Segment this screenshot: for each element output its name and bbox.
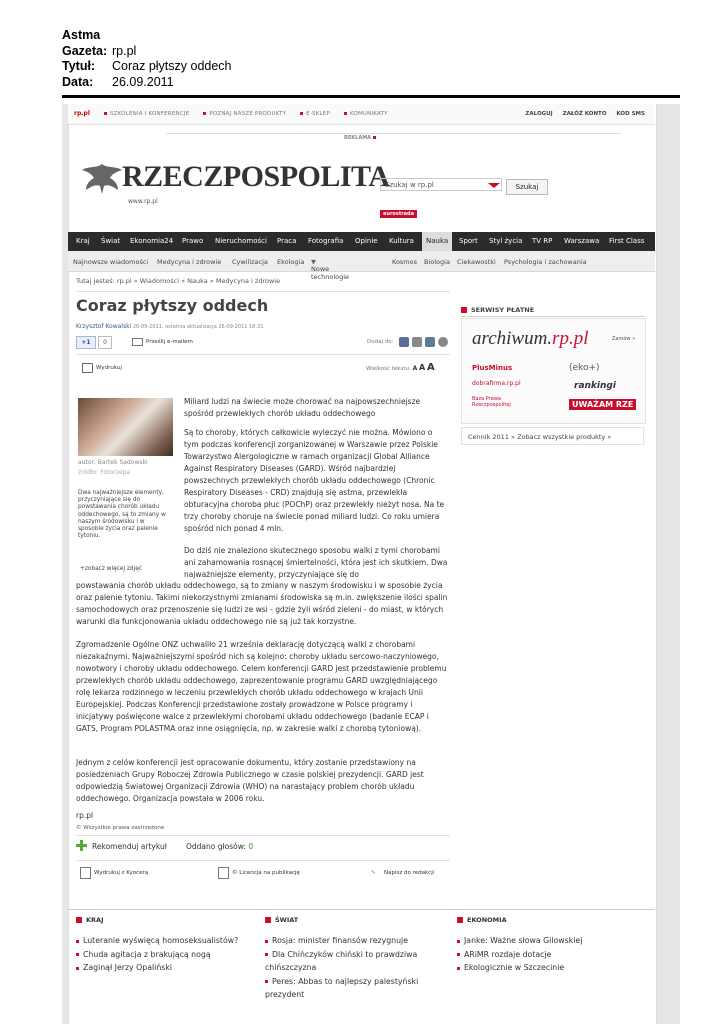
nav-tvrp[interactable]: TV RP xyxy=(532,237,553,245)
ad-rankingi[interactable]: rankingi xyxy=(574,381,616,391)
article-title: Coraz płytszy oddech xyxy=(76,296,269,315)
sidebar-divider xyxy=(461,316,644,317)
subnav-psychologia[interactable]: Psychologia i zachowania xyxy=(504,258,587,266)
link-label: SZKOLENIA I KONFERENCJE xyxy=(110,111,190,117)
section-title: ŚWIAT xyxy=(275,916,299,924)
right-gutter xyxy=(655,104,680,1024)
main-nav xyxy=(68,232,655,251)
byline xyxy=(76,323,263,330)
ad-uwazam-rze[interactable]: UWAŻAM RZE xyxy=(569,399,636,410)
list-item-text: Ekologicznie w Szczecinie xyxy=(464,963,565,972)
subnav-nowe-technologie[interactable] xyxy=(311,258,350,281)
link-produkty[interactable] xyxy=(203,111,292,117)
archiwum-logo[interactable] xyxy=(472,328,588,350)
subnav-cywilizacja[interactable]: Cywilizacja xyxy=(232,258,268,266)
printer-icon[interactable] xyxy=(82,363,93,373)
plusone-count: 0 xyxy=(98,336,112,349)
archiwum-domain: rp.pl xyxy=(552,328,589,349)
masthead-url: www.rp.pl xyxy=(128,198,158,205)
nav-opinie[interactable]: Opinie xyxy=(355,237,378,245)
google-plusone-button[interactable]: +1 xyxy=(76,336,96,349)
login-link[interactable]: ZALOGUJ xyxy=(525,111,553,117)
list-item[interactable] xyxy=(457,961,647,975)
section-ekonomia-heading[interactable] xyxy=(457,916,507,924)
nav-kraj[interactable]: Kraj xyxy=(76,237,90,245)
ad-baza-prawa[interactable]: Baza Prawa Rzeczpospolitej xyxy=(472,396,511,408)
subnav-ciekawostki[interactable]: Ciekawostki xyxy=(457,258,496,266)
nav-kultura[interactable]: Kultura xyxy=(389,237,414,245)
nav-ekonomia24[interactable]: Ekonomia24 xyxy=(130,237,174,245)
tools-divider xyxy=(76,860,450,861)
register-link[interactable]: ZAŁÓŻ KONTO xyxy=(562,111,607,117)
toolbar-divider xyxy=(76,354,450,355)
license-link[interactable]: © Licencja na publikację xyxy=(232,870,300,876)
nav-swiat[interactable]: Świat xyxy=(101,237,121,245)
bottom-divider xyxy=(68,909,655,910)
sms-code-link[interactable]: KOD SMS xyxy=(616,111,645,117)
nav-prawo[interactable]: Prawo xyxy=(182,237,204,245)
top-bar xyxy=(68,104,655,125)
list-item-text: Rosja: minister finansów rezygnuje xyxy=(272,936,409,945)
ad-plusminus[interactable]: PlusMinus xyxy=(472,364,513,372)
list-item[interactable] xyxy=(457,948,647,962)
nav-sport[interactable]: Sport xyxy=(459,237,478,245)
list-item-text: Janke: Ważne słowa Gilowskiej xyxy=(464,936,583,945)
subnav-kosmos[interactable]: Kosmos xyxy=(392,258,417,266)
subnav-najnowsze[interactable]: Najnowsze wiadomości xyxy=(73,258,149,266)
section-title: EKONOMIA xyxy=(467,916,507,924)
footer-divider xyxy=(76,835,450,836)
ad-dobrafirma[interactable]: dobrafirma.rp.pl xyxy=(472,380,521,387)
breadcrumb[interactable]: Tutaj jesteś: rp.pl » Wiadomości » Nauka » Medycyna i zdrowie xyxy=(76,277,281,285)
photo-source: źródło: Fotorzepa xyxy=(78,469,130,476)
pencil-icon[interactable]: ✎ xyxy=(371,870,376,876)
write-editor-link[interactable]: Napisz do redakcji xyxy=(384,870,435,876)
search-dropdown-icon[interactable] xyxy=(488,183,500,188)
kyocera-print-link[interactable]: Wydrukuj z Kyocerą xyxy=(94,870,149,876)
share-icon[interactable] xyxy=(412,337,422,347)
list-item-text: Chuda agitacja z brakującą nogą xyxy=(83,949,211,959)
nav-praca[interactable]: Praca xyxy=(277,237,297,245)
subnav-medycyna[interactable]: Medycyna i zdrowie xyxy=(157,258,222,266)
photo-caption: Dwa najważniejsze elementy, przyczyniające się do powstawania chorób układu oddechowego, są to zmiany w naszym środowisku i w sposobie życia oraz palenie tytoniu. xyxy=(78,490,166,540)
article-paragraph-4: Zgromadzenie Ogólne ONZ uchwaliło 21 września deklarację dotyczącą walki z chorobami niezakaźnymi. Najważniejszymi spośród nich są kolejno: choroby układu sercowo-naczyniowego, nowotwory i choroby układu oddechowego. Celem konferencji GARD jest przedstawienie problemu przewlekłych chorób układu oddechowego, zaprezentowanie programu GARD uwzględniającego rolę lekarza rodzinnego w leczeniu przewlekłych chorób układu oddechowego w krajach Unii Europejskiej. Podczas Konferencji przedstawione zostały prowadzone w Polsce programy i inicjatywy poświęcone walce z przewlekłymi chorobami układu oddechowego (badanie ECAP i GATS, Program POLASTMA oraz inne osiągnięcia, np. w zakresie walki z chorobą tytoniową). xyxy=(76,640,447,733)
link-esklep[interactable] xyxy=(300,111,336,117)
data-value: 26.09.2011 xyxy=(112,74,174,89)
advert-text: REKLAMA xyxy=(344,135,372,141)
list-item[interactable] xyxy=(265,948,445,975)
sidebar-heading-text: SERWISY PŁATNE xyxy=(471,306,535,314)
article-photo[interactable] xyxy=(78,398,173,456)
copyright: © Wszystkie prawa zastrzeżone xyxy=(76,825,165,831)
header-rule xyxy=(62,95,680,98)
nav-fotografia[interactable]: Fotografia xyxy=(308,237,344,245)
document-icon[interactable] xyxy=(218,867,229,879)
article-paragraph-3: powstawania chorób układu oddechowego, są to zmiany w naszym środowisku i w sposobie życia oraz palenie tytoniu. Takimi niekorzystnymi zmianami środowiska są m.in. zwiększenie ilości spalin samochodowych oraz przenoszenie się ludzi ze wsi - gdzie żyli wśród zieleni - do miast, w których warunki dla funkcjonowania układu oddechowego nie są już tak korzystne. xyxy=(76,581,448,626)
font-size-label: Wielkość tekstu: xyxy=(366,366,411,372)
tytul-label: Tytuł: xyxy=(62,59,96,73)
list-item-text: ARiMR rozdaje dotacje xyxy=(464,949,552,959)
list-item-text: Luteranie wyświęcą homoseksualistów? xyxy=(83,936,239,945)
subnav-ekologia[interactable]: Ekologia xyxy=(277,258,305,266)
price-list-link[interactable]: Cennik 2011 » Zobacz wszystkie produkty » xyxy=(461,427,644,445)
article-dates: 26-09-2011, ostatnia aktualizacja 26-09-2011 18:31 xyxy=(131,324,264,330)
ad-eko[interactable]: (eko+) xyxy=(569,363,600,373)
votes xyxy=(186,842,253,851)
chevron-down-icon: ▼ xyxy=(311,258,316,266)
printer-icon[interactable] xyxy=(80,867,91,879)
author-link[interactable]: Krzysztof Kowalski xyxy=(76,323,132,330)
link-label: POZNAJ NASZE PRODUKTY xyxy=(209,111,287,117)
tytul-value: Coraz płytszy oddech xyxy=(112,59,232,73)
nav-nauka[interactable]: Nauka xyxy=(422,232,452,251)
link-szkolenia[interactable] xyxy=(104,111,195,117)
archiwum-text: archiwum. xyxy=(472,328,553,349)
masthead-title[interactable]: RZECZPOSPOLITA xyxy=(122,160,390,193)
list-item[interactable] xyxy=(76,948,256,962)
breadcrumb-divider xyxy=(76,291,450,292)
print-link[interactable]: Wydrukuj xyxy=(96,365,122,371)
list-item-text: Peres: Abbas to najlepszy palestyński prezydent xyxy=(265,976,419,999)
facebook-icon[interactable] xyxy=(399,337,409,347)
section-kraj-heading[interactable] xyxy=(76,916,104,924)
rp-logo[interactable]: rp.pl xyxy=(74,110,90,117)
ad-divider xyxy=(166,133,621,134)
subnav-biologia[interactable]: Biologia xyxy=(424,258,450,266)
nav-first-class[interactable]: First Class xyxy=(609,237,645,245)
section-ekonomia-list xyxy=(457,934,647,975)
nav-warszawa[interactable]: Warszawa xyxy=(564,237,600,245)
recommend-button[interactable]: Rekomenduj artykuł xyxy=(92,842,167,851)
link-label: KOMUNIKATY xyxy=(349,111,388,117)
list-item-text: Dla Chińczyków chiński to prawdziwa chińszczyzna xyxy=(265,949,418,972)
sidebar-heading xyxy=(461,306,534,314)
search-button[interactable]: Szukaj xyxy=(506,179,548,195)
article-lead: Miliard ludzi na świecie może chorować na najpowszechniejsze spośród przewlekłych chorób układu oddechowego xyxy=(184,397,421,418)
nav-styl-zycia[interactable]: Styl życia xyxy=(489,237,523,245)
advert-label xyxy=(344,135,379,141)
list-item[interactable] xyxy=(76,961,256,975)
article-paragraph-2: Do dziś nie znaleziono skutecznego sposobu walki z tymi chorobami ani zahamowania rosnącej śmiertelności, która jest ich skutkiem. Dwa najważniejsze elementy, przyczyniające się do xyxy=(184,546,448,579)
gazeta-value: rp.pl xyxy=(112,43,137,58)
list-item-text: Zaginął Jerzy Opaliński xyxy=(83,963,173,972)
list-item[interactable] xyxy=(265,934,445,948)
more-photos-link[interactable]: +zobacz więcej zdjęć xyxy=(80,566,142,572)
subnav-label: Nowe technologie xyxy=(311,265,350,281)
gazeta-label: Gazeta: xyxy=(62,43,108,58)
article-paragraph-1: Są to choroby, których całkowicie wyleczyć nie można. Mówiono o tym podczas konferencji zorganizowanej w Warszawie przez Polskie Towarzystwo Alergologiczne w ramach organizacji Global Alliance Against Respiratory Diseases (GARD). Wśród najbardziej powszechnych przewlekłych chorób układu oddechowego (Chronic Respiratory Diseases - CRD) znajdują się astma, przewlekła obturacyjna choroba płuc (POChP) oraz przewlekły nieżyt nosa. Na te trzy choroby choruje na świecie ponad miliard ludzi. Co roku umiera spośród nich ponad 4 mln. xyxy=(184,428,445,533)
list-item[interactable] xyxy=(265,975,445,1002)
add-to-label: Dodaj do: xyxy=(367,339,394,345)
topic: Astma xyxy=(62,28,101,42)
section-swiat-heading[interactable] xyxy=(265,916,298,924)
votes-count: 0 xyxy=(248,842,254,851)
section-swiat-list xyxy=(265,934,445,1002)
section-kraj-list xyxy=(76,934,256,975)
font-size-control xyxy=(366,362,435,373)
bookmark-icon[interactable] xyxy=(438,337,448,347)
font-large-button[interactable]: A xyxy=(426,362,435,373)
article-source: rp.pl xyxy=(76,811,94,820)
nav-nieruchomosci[interactable]: Nieruchomości xyxy=(215,237,267,245)
eagle-logo-icon xyxy=(80,160,124,196)
plus-icon[interactable] xyxy=(76,840,87,851)
twitter-icon[interactable] xyxy=(425,337,435,347)
font-medium-button[interactable]: A xyxy=(419,363,426,372)
eurostrada-badge[interactable]: eurostrada xyxy=(380,210,417,218)
font-small-button[interactable]: A xyxy=(412,365,418,372)
votes-label: Oddano głosów: xyxy=(186,842,246,851)
document-meta xyxy=(62,28,232,90)
data-label: Data: xyxy=(62,74,94,89)
search-input[interactable]: Szukaj w rp.pl xyxy=(380,178,502,191)
photo-credit xyxy=(78,459,168,476)
list-item[interactable] xyxy=(457,934,647,948)
envelope-icon[interactable] xyxy=(132,338,143,346)
email-share-link[interactable]: Prześlij e-mailem xyxy=(146,339,193,345)
section-title: KRAJ xyxy=(86,916,104,924)
link-label: E-SKLEP xyxy=(306,111,330,117)
order-link[interactable]: Zamów » xyxy=(612,336,636,342)
list-item[interactable] xyxy=(76,934,256,948)
photo-author: autor: Bartek Sadowski xyxy=(78,459,148,466)
link-komunikaty[interactable] xyxy=(344,111,394,117)
article-paragraph-5: Jednym z celów konferencji jest opracowanie dokumentu, który zostanie przedstawiony na posiedzeniach Grupy Roboczej Zdrowia Publicznego w czasie polskiej prezydencji. GARD jest odpowiedzią Światowej Organizacji Zdrowia (WHO) na narastający problem chorób układu oddechowego. Organizacja powstała w 2006 roku. xyxy=(76,758,424,803)
